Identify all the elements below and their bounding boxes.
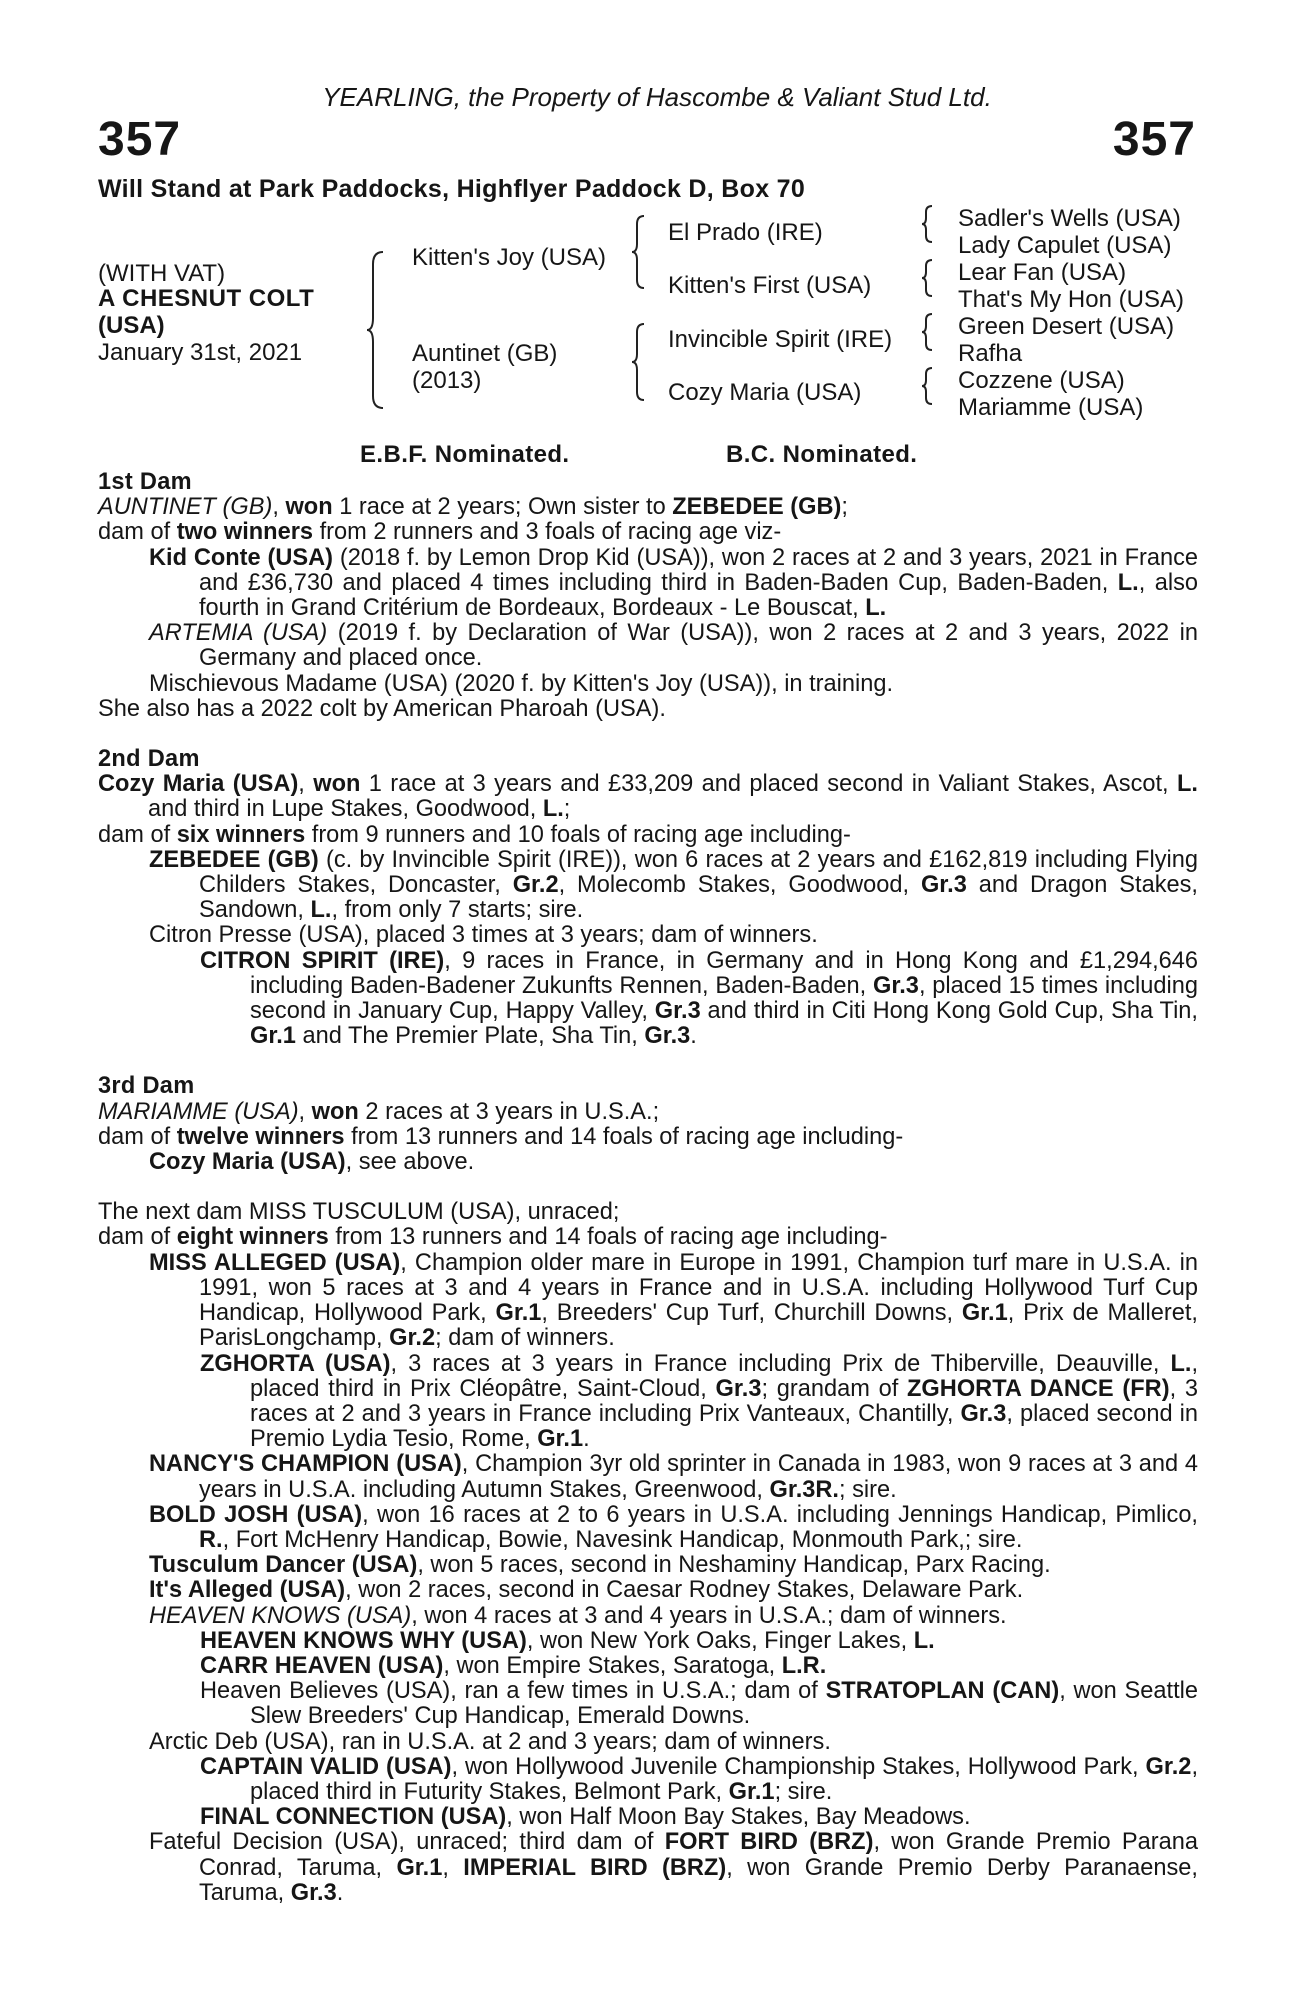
paragraphs2-paragraph: dam of six winners from 9 runners and 10 foals of racing age including- — [98, 821, 851, 848]
pedigree-brace-g3-1 — [920, 204, 936, 244]
paragraphs2-paragraph: CITRON SPIRIT (IRE), 9 races in France, in Germany and in Hong Kong and £1,294,646 including Baden-Badener Zukunfts Rennen, Baden-Baden, Gr.3, placed 15 times including second in January Cup, Happy Valley, Gr.3 and third in Citi Hong Kong Gold Cup, Sha Tin, Gr.1 and The Premier Plate, Sha Tin, Gr.3. — [200, 947, 1199, 1050]
gen3-5: Green Desert (USA) — [958, 313, 1175, 340]
paragraphs-paragraph: Mischievous Madame (USA) (2020 f. by Kitten's Joy (USA)), in training. — [149, 670, 894, 697]
ebf-nomination: E.B.F. Nominated. — [360, 441, 570, 468]
first-dam-heading: 1st Dam — [98, 469, 192, 495]
paragraphs4-paragraph: NANCY'S CHAMPION (USA), Champion 3yr old sprinter in Canada in 1983, won 9 races at 3 and 4 years in U.S.A. including Autumn Stakes, Greenwood, Gr.3R.; sire. — [149, 1451, 1198, 1503]
pedigree-brace-sire — [630, 214, 648, 290]
lot-number-right: 357 — [1112, 113, 1196, 166]
paragraphs4-paragraph: CARR HEAVEN (USA), won Empire Stakes, Saratoga, L.R. — [200, 1652, 827, 1679]
paragraphs4-paragraph: Arctic Deb (USA), ran in U.S.A. at 2 and 3 years; dam of winners. — [149, 1728, 831, 1755]
gen3-2: Lady Capulet (USA) — [958, 232, 1172, 259]
paragraphs-paragraph: Kid Conte (USA) (2018 f. by Lemon Drop Kid (USA)), won 2 races at 2 and 3 years, 2021 in France and £36,730 and placed 4 times including third in Baden-Baden Cup, Baden-Baden, L., also fourth in Grand Critérium de Bordeaux, Bordeaux - Le Bouscat, L. — [149, 544, 1198, 622]
dam-dam: Cozy Maria (USA) — [668, 379, 862, 406]
first-dam-text — [98, 495, 1198, 722]
sire-dam: Kitten's First (USA) — [668, 272, 872, 299]
paragraphs4-paragraph: BOLD JOSH (USA), won 16 races at 2 to 6 years in U.S.A. including Jennings Handicap, Pimlico, R., Fort McHenry Handicap, Bowie, Navesink Handicap, Monmouth Park,; sire. — [149, 1501, 1198, 1553]
dam-name: Auntinet (GB) — [412, 340, 558, 367]
gen3-1: Sadler's Wells (USA) — [958, 205, 1181, 232]
pedigree-brace-g3-4 — [920, 366, 936, 406]
second-dam-heading: 2nd Dam — [98, 746, 200, 773]
lot-number-left: 357 — [98, 113, 182, 166]
stand-location: Will Stand at Park Paddocks, Highflyer Paddock D, Box 70 — [98, 175, 806, 203]
gen3-3: Lear Fan (USA) — [958, 259, 1127, 286]
paragraphs-paragraph: ARTEMIA (USA) (2019 f. by Declaration of War (USA)), won 2 races at 2 and 3 years, 2022 in Germany and placed once. — [149, 620, 1198, 672]
second-dam-text — [98, 772, 1198, 1049]
page-header: YEARLING, the Property of Hascombe & Valiant Stud Ltd. — [322, 82, 992, 112]
paragraphs4-paragraph: CAPTAIN VALID (USA), won Hollywood Juvenile Championship Stakes, Hollywood Park, Gr.2, placed third in Futurity Stakes, Belmont Park, Gr.1; sire. — [200, 1753, 1198, 1805]
paragraphs4-paragraph: FINAL CONNECTION (USA), won Half Moon Bay Stakes, Bay Meadows. — [200, 1804, 971, 1831]
bc-nomination: B.C. Nominated. — [726, 441, 918, 468]
sire-sire: El Prado (IRE) — [668, 219, 823, 246]
paragraphs4-paragraph: ZGHORTA (USA), 3 races at 3 years in France including Prix de Thiberville, Deauville, L., placed third in Prix Cléopâtre, Saint-Cloud, Gr.3; grandam of ZGHORTA DANCE (FR), 3 races at 2 and 3 years in France including Prix Vanteaux, Chantilly, Gr.3, placed second in Premio Lydia Tesio, Rome, Gr.1. — [200, 1350, 1198, 1453]
paragraphs-paragraph: dam of two winners from 2 runners and 3 foals of racing age viz- — [98, 519, 782, 546]
pedigree-brace-main — [365, 250, 389, 410]
third-dam-heading: 3rd Dam — [98, 1073, 195, 1100]
paragraphs4-paragraph: HEAVEN KNOWS (USA), won 4 races at 3 and 4 years in U.S.A.; dam of winners. — [149, 1602, 1007, 1629]
paragraphs4-paragraph: Fateful Decision (USA), unraced; third dam of FORT BIRD (BRZ), won Grande Premio Parana Conrad, Taruma, Gr.1, IMPERIAL BIRD (BRZ), won Grande Premio Derby Paranaense, Taruma, Gr.3. — [149, 1829, 1198, 1906]
gen3-7: Cozzene (USA) — [958, 367, 1125, 394]
foaling-date: January 31st, 2021 — [98, 339, 303, 366]
gen3-6: Rafha — [958, 340, 1023, 367]
catalogue-body — [98, 470, 1198, 1906]
paragraphs3-paragraph: MARIAMME (USA), won 2 races at 3 years in U.S.A.; — [98, 1098, 660, 1125]
horse-country: (USA) — [98, 312, 165, 339]
gen3-4: That's My Hon (USA) — [958, 286, 1184, 313]
vat-note: (WITH VAT) — [98, 260, 226, 287]
paragraphs4-paragraph: HEAVEN KNOWS WHY (USA), won New York Oaks, Finger Lakes, L. — [200, 1627, 935, 1654]
paragraphs4-paragraph: It's Alleged (USA), won 2 races, second in Caesar Rodney Stakes, Delaware Park. — [149, 1577, 1024, 1604]
fourth-dam-text — [98, 1200, 1198, 1906]
paragraphs-paragraph: She also has a 2022 colt by American Pharoah (USA). — [98, 695, 666, 722]
sire-name: Kitten's Joy (USA) — [412, 244, 606, 271]
dam-foal-year: (2013) — [412, 367, 482, 394]
paragraphs2-paragraph: Cozy Maria (USA), won 1 race at 3 years and £33,209 and placed second in Valiant Stakes, Ascot, L. and third in Lupe Stakes, Goodwood, L.; — [98, 771, 1198, 823]
paragraphs2-paragraph: Citron Presse (USA), placed 3 times at 3 years; dam of winners. — [149, 922, 818, 949]
paragraphs3-paragraph: Cozy Maria (USA), see above. — [149, 1149, 475, 1176]
paragraphs-paragraph: AUNTINET (GB), won 1 race at 2 years; Own sister to ZEBEDEE (GB); — [98, 494, 848, 521]
pedigree-brace-g3-2 — [920, 258, 936, 298]
paragraphs4-paragraph: The next dam MISS TUSCULUM (USA), unraced; — [98, 1199, 620, 1226]
paragraphs4-paragraph: dam of eight winners from 13 runners and 14 foals of racing age including- — [98, 1224, 888, 1251]
paragraphs4-paragraph: Tusculum Dancer (USA), won 5 races, second in Neshaminy Handicap, Parx Racing. — [149, 1552, 1051, 1579]
paragraphs2-paragraph: ZEBEDEE (GB) (c. by Invincible Spirit (IRE)), won 6 races at 2 years and £162,819 including Flying Childers Stakes, Doncaster, Gr.2, Molecomb Stakes, Goodwood, Gr.3 and Dragon Stakes, Sandown, L., from only 7 starts; sire. — [149, 846, 1198, 924]
pedigree-brace-dam — [630, 322, 648, 402]
paragraphs3-paragraph: dam of twelve winners from 13 runners and 14 foals of racing age including- — [98, 1123, 904, 1150]
dam-sire: Invincible Spirit (IRE) — [668, 326, 893, 353]
gen3-8: Mariamme (USA) — [958, 394, 1144, 421]
horse-name: A CHESNUT COLT — [98, 285, 315, 312]
paragraphs4-paragraph: MISS ALLEGED (USA), Champion older mare in Europe in 1991, Champion turf mare in U.S.A. in 1991, won 5 races at 3 and 4 years in France and in U.S.A. including Hollywood Turf Cup Handicap, Hollywood Park, Gr.1, Breeders' Cup Turf, Churchill Downs, Gr.1, Prix de Malleret, ParisLongchamp, Gr.2; dam of winners. — [149, 1249, 1198, 1352]
pedigree-brace-g3-3 — [920, 312, 936, 352]
paragraphs4-paragraph: Heaven Believes (USA), ran a few times in U.S.A.; dam of STRATOPLAN (CAN), won Seattle Slew Breeders' Cup Handicap, Emerald Downs. — [200, 1678, 1198, 1730]
third-dam-text — [98, 1100, 1198, 1176]
